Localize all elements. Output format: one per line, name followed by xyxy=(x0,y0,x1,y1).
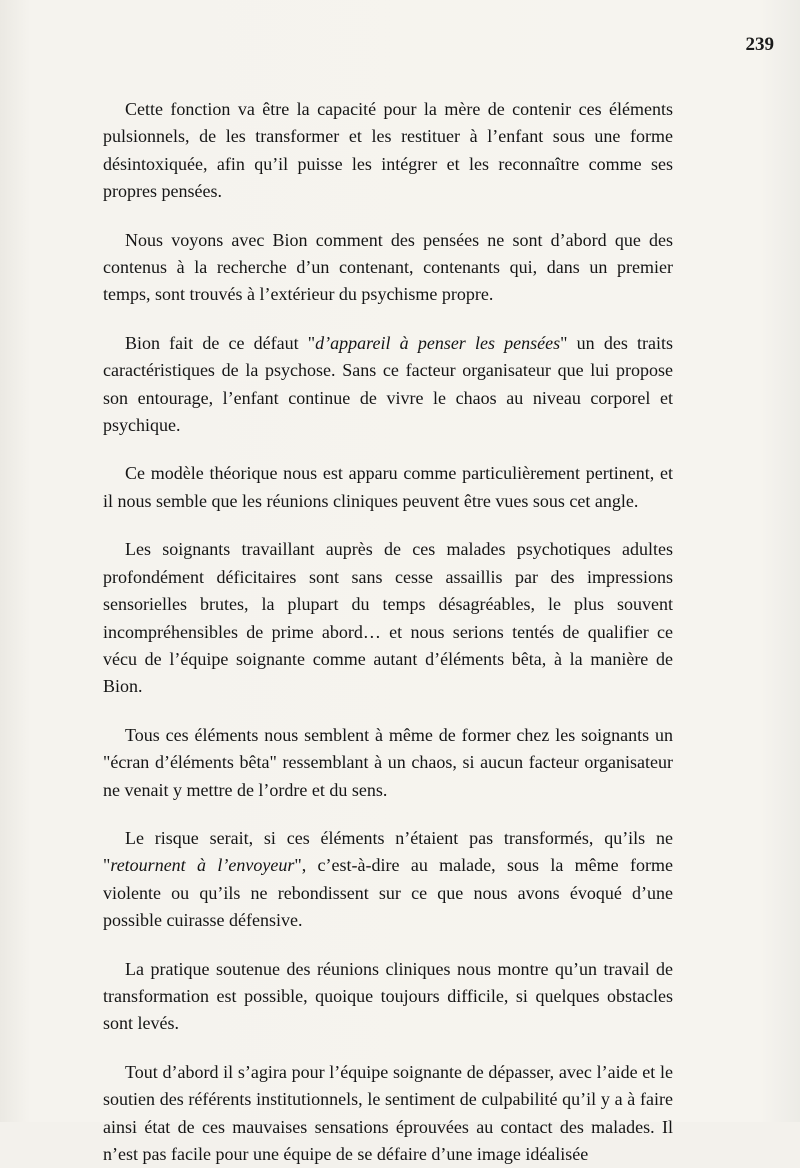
paragraph-9: Tout d’abord il s’agira pour l’équipe soignante de dépasser, avec l’aide et le soutien des référents institutionnels, le sentiment de culpabilité qu’il y a à faire ainsi état de ces mauvaises sensations éprouvées au contact des malades. Il n’est pas facile pour une équipe de se défaire d’une image idéalisée xyxy=(103,1061,673,1164)
paragraph-8: La pratique soutenue des réunions cliniques nous montre qu’un travail de transformation est possible, quoique toujours difficile, si quelques obstacles sont levés. xyxy=(103,958,673,1034)
paragraph-3-italic-quote: d’appareil à penser les pensées xyxy=(315,332,561,353)
paragraph-3-before: Bion fait de ce défaut " xyxy=(125,332,316,353)
page-number: 239 xyxy=(745,34,774,55)
paragraph-7 xyxy=(103,825,673,935)
paragraph-1: Cette fonction va être la capacité pour la mère de contenir ces éléments pulsionnels, de les transformer et les restituer à l’enfant sous une forme désintoxiquée, afin qu’il puisse les intégrer et les reconnaître comme ses propres pensées. xyxy=(103,99,673,202)
paragraph-7-after: ", c’est-à-dire au malade, sous la même forme violente ou qu’ils ne rebondissent sur ce que nous avons évoqué d’une possible cuirasse défensive. xyxy=(103,855,673,931)
paragraph-5: Les soignants travaillant auprès de ces malades psychotiques adultes profondément déficitaires sont sans cesse assaillis par des impressions sensorielles brutes, la plupart du temps désagréables, le plus souvent incompréhensibles de prime abord… et nous serions tentés de qualifier ce vécu de l’équipe soignante comme autant d’éléments bêta, à la manière de Bion. xyxy=(103,539,673,697)
paragraph-2: Nous voyons avec Bion comment des pensées ne sont d’abord que des contenus à la recherche d’un contenant, contenants qui, dans un premier temps, sont trouvés à l’extérieur du psychisme propre. xyxy=(103,229,673,305)
paragraph-7-before: Le risque serait, si ces éléments n’étaient pas transformés, qu’ils ne " xyxy=(103,827,673,876)
body-text xyxy=(103,96,673,1168)
paragraph-3-after: " un des traits caractéristiques de la psychose. Sans ce facteur organisateur que lui propose son entourage, l’enfant continue de vivre le chaos au niveau corporel et psychique. xyxy=(103,332,673,436)
paragraph-6: Tous ces éléments nous semblent à même de former chez les soignants un "écran d’éléments bêta" ressemblant à un chaos, si aucun facteur organisateur ne venait y mettre de l’ordre et du sens. xyxy=(103,724,673,800)
paragraph-7-italic-quote: retournent à l’envoyeur xyxy=(110,855,295,876)
paragraph-3 xyxy=(103,330,673,440)
paragraph-4: Ce modèle théorique nous est apparu comme particulièrement pertinent, et il nous semble que les réunions cliniques peuvent être vues sous cet angle. xyxy=(103,463,673,511)
